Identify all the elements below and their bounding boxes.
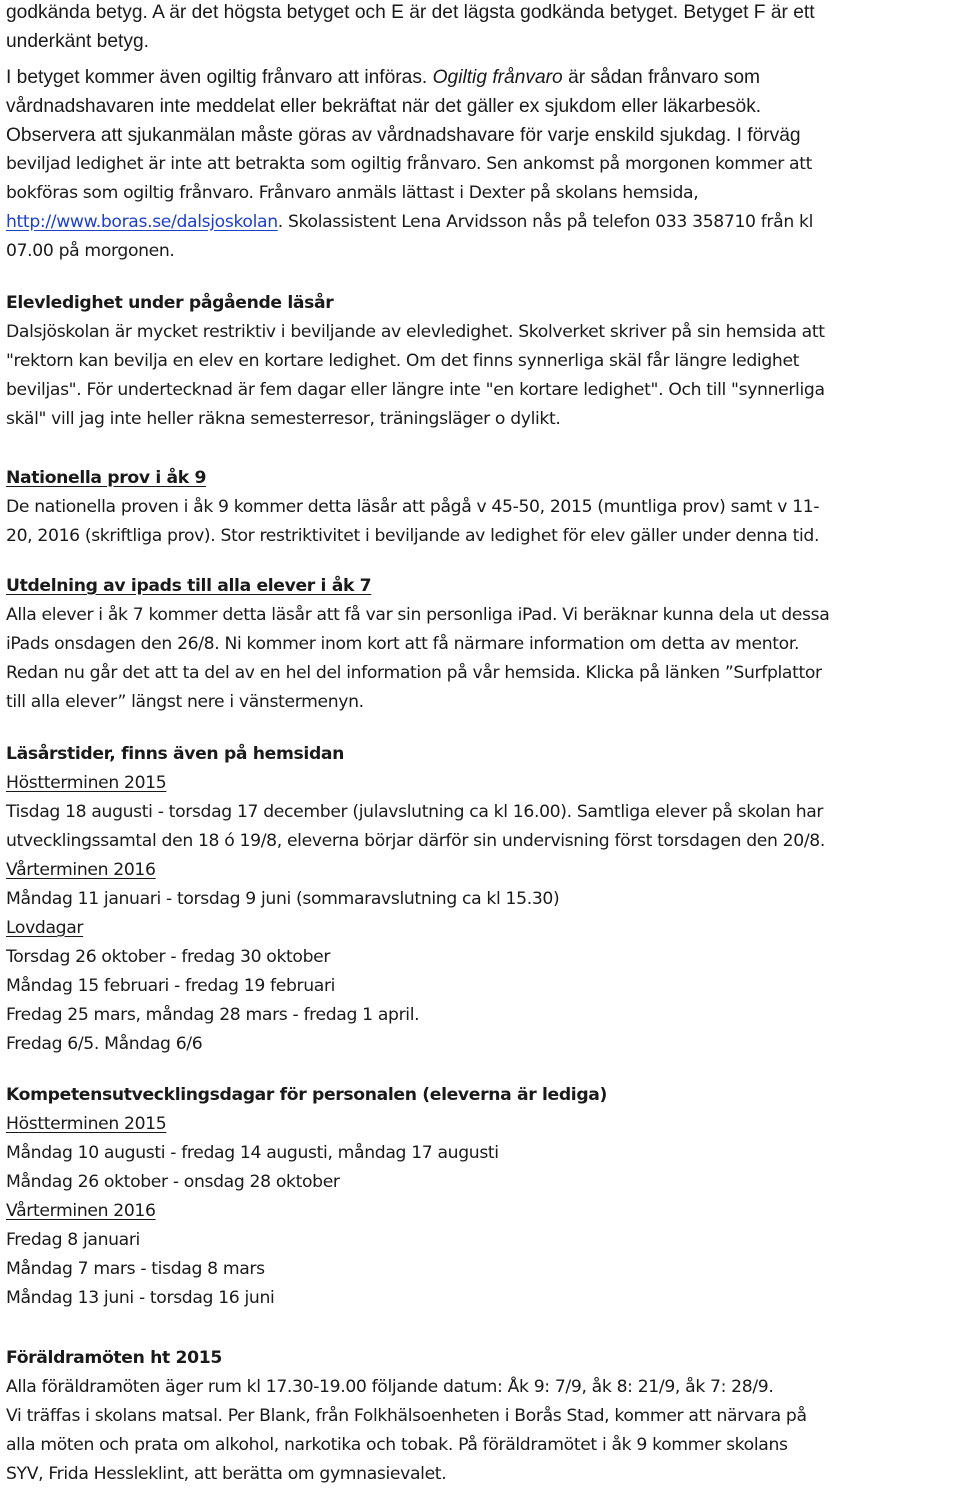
absence-line-1	[6, 63, 954, 92]
staff-day-item: Måndag 26 oktober - onsdag 28 oktober	[6, 1172, 340, 1192]
holiday-item: Fredag 25 mars, måndag 28 mars - fredag 1 april.	[6, 1005, 420, 1025]
parent-meetings-line-1: Alla föräldramöten äger rum kl 17.30-19.00 följande datum: Åk 9: 7/9, åk 8: 21/9, åk 7: 28/9.	[6, 1377, 774, 1397]
ipads-heading: Utdelning av ipads till alla elever i åk 7	[6, 576, 372, 596]
autumn-term-line-1: Tisdag 18 augusti - torsdag 17 december (julavslutning ca kl 16.00). Samtliga elever på skolan har	[6, 802, 824, 822]
staff-spring-label: Vårterminen 2016	[6, 1201, 156, 1221]
absence-line-5: bokföras som ogiltig frånvaro. Frånvaro anmäls lättast i Dexter på skolans hemsida,	[6, 183, 699, 203]
absence-line-3-rest: I förväg	[736, 125, 801, 146]
national-tests-line-2: 20, 2016 (skriftliga prov). Stor restriktivitet i beviljande av ledighet för elev gäller under denna tid.	[6, 526, 820, 546]
intro-paragraph	[6, 0, 954, 56]
school-year-section	[6, 740, 954, 1059]
parent-meetings-line-3: alla möten och prata om alkohol, narkotika och tobak. På föräldramötet i åk 9 kommer skolans	[6, 1435, 788, 1455]
leave-section	[6, 289, 954, 434]
school-website-link[interactable]: http://www.boras.se/dalsjoskolan	[6, 212, 278, 232]
absence-italic-term: Ogiltig frånvaro	[432, 67, 563, 88]
staff-day-item: Måndag 13 juni - torsdag 16 juni	[6, 1288, 275, 1308]
absence-line-7: 07.00 på morgonen.	[6, 241, 175, 261]
spring-term-label: Vårterminen 2016	[6, 860, 156, 880]
holiday-item: Torsdag 26 oktober - fredag 30 oktober	[6, 947, 331, 967]
absence-line-6-rest: . Skolassistent Lena Arvidsson nås på telefon 033 358710 från kl	[277, 212, 814, 232]
autumn-term-label: Höstterminen 2015	[6, 773, 167, 793]
absence-line-1-rest: är sådan frånvaro som	[568, 67, 761, 88]
ipads-line-4: till alla elever” längst nere i vänstermenyn.	[6, 692, 364, 712]
national-tests-section	[6, 464, 954, 551]
absence-line-6	[6, 208, 954, 237]
absence-line-3-text: Observera att sjukanmälan måste göras av vårdnadshavare för varje enskild sjukdag.	[6, 125, 732, 146]
absence-line-2: vårdnadshavaren inte meddelat eller bekräftat när det gäller ex sjukdom eller läkarbesök.	[6, 96, 762, 117]
staff-days-section	[6, 1081, 954, 1313]
absence-line-4: beviljad ledighet är inte att betrakta som ogiltig frånvaro. Sen ankomst på morgonen kommer att	[6, 154, 813, 174]
parent-meetings-line-2: Vi träffas i skolans matsal. Per Blank, från Folkhälsoenheten i Borås Stad, kommer att närvara på	[6, 1406, 807, 1426]
leave-line-1: Dalsjöskolan är mycket restriktiv i beviljande av elevledighet. Skolverket skriver på sin hemsida att	[6, 322, 825, 342]
holidays-label: Lovdagar	[6, 918, 84, 938]
intro-line-2: underkänt betyg.	[6, 31, 149, 52]
leave-line-2: "rektorn kan bevilja en elev en kortare ledighet. Om det finns synnerliga skäl får längre ledighet	[6, 351, 800, 371]
ipads-line-3: Redan nu går det att ta del av en hel del information på vår hemsida. Klicka på länken ”Surfplattor	[6, 663, 822, 683]
staff-day-item: Måndag 10 augusti - fredag 14 augusti, måndag 17 augusti	[6, 1143, 499, 1163]
leave-line-4: skäl" vill jag inte heller räkna semesterresor, träningsläger o dylikt.	[6, 409, 561, 429]
absence-line-3	[6, 121, 954, 150]
parent-meetings-section	[6, 1344, 954, 1489]
leave-line-3: beviljas". För undertecknad är fem dagar eller längre inte "en kortare ledighet". Och till "synnerliga	[6, 380, 825, 400]
national-tests-heading: Nationella prov i åk 9	[6, 468, 207, 488]
parent-meetings-heading: Föräldramöten ht 2015	[6, 1348, 222, 1368]
staff-day-item: Måndag 7 mars - tisdag 8 mars	[6, 1259, 265, 1279]
staff-days-heading: Kompetensutvecklingsdagar för personalen (eleverna är lediga)	[6, 1085, 608, 1105]
parent-meetings-line-4: SYV, Frida Hessleklint, att berätta om gymnasievalet.	[6, 1464, 447, 1484]
ipads-line-2: iPads onsdagen den 26/8. Ni kommer inom kort att få närmare information om detta av mentor.	[6, 634, 800, 654]
ipads-section	[6, 572, 954, 717]
holiday-item: Måndag 15 februari - fredag 19 februari	[6, 976, 336, 996]
holiday-item: Fredag 6/5. Måndag 6/6	[6, 1034, 203, 1054]
autumn-term-line-2: utvecklingssamtal den 18 ó 19/8, eleverna börjar därför sin undervisning först torsdagen den 20/8.	[6, 831, 825, 851]
staff-autumn-label: Höstterminen 2015	[6, 1114, 167, 1134]
intro-line-1: godkända betyg. A är det högsta betyget och E är det lägsta godkända betyget. Betyget F är ett	[6, 2, 815, 23]
ipads-line-1: Alla elever i åk 7 kommer detta läsår att få var sin personliga iPad. Vi beräknar kunna dela ut dessa	[6, 605, 830, 625]
school-year-heading: Läsårstider, finns även på hemsidan	[6, 744, 345, 764]
leave-heading: Elevledighet under pågående läsår	[6, 293, 334, 313]
spring-term-line-1: Måndag 11 januari - torsdag 9 juni (sommaravslutning ca kl 15.30)	[6, 889, 560, 909]
national-tests-line-1: De nationella proven i åk 9 kommer detta läsår att pågå v 45-50, 2015 (muntliga prov) samt v 11-	[6, 497, 820, 517]
staff-day-item: Fredag 8 januari	[6, 1230, 140, 1250]
absence-line-1-text: I betyget kommer även ogiltig frånvaro att införas.	[6, 67, 428, 88]
absence-paragraph	[6, 63, 954, 266]
